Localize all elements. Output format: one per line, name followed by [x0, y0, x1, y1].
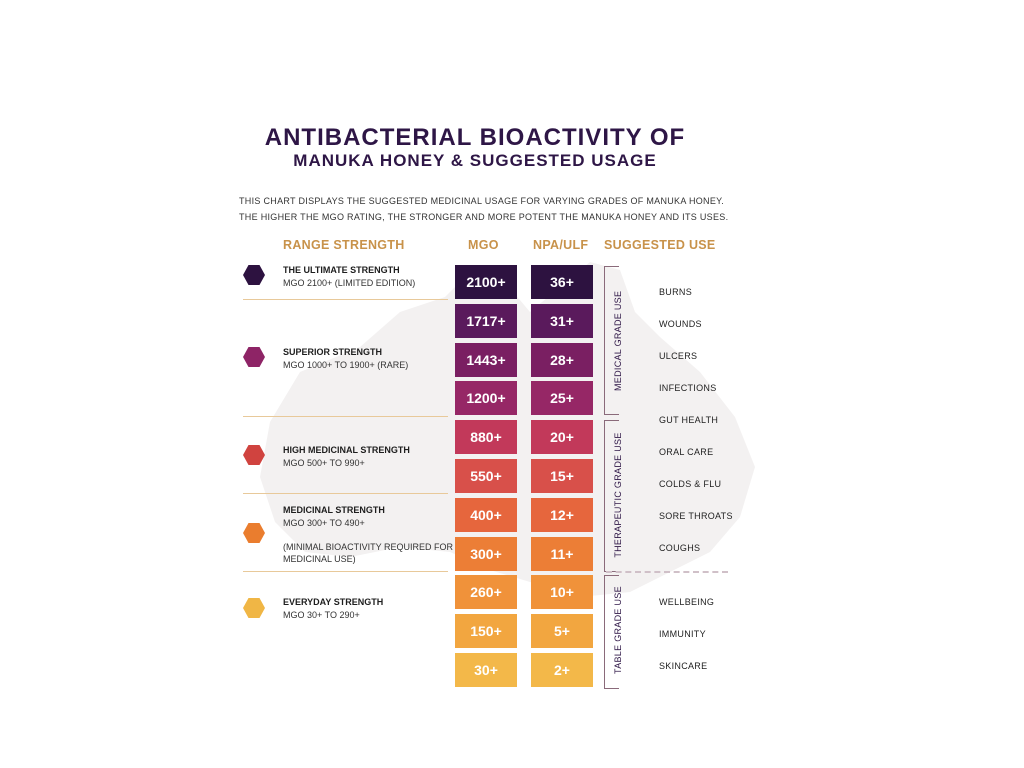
- use-item: INFECTIONS: [659, 383, 717, 393]
- description-line-2: THE HIGHER THE MGO RATING, THE STRONGER AND MORE POTENT THE MANUKA HONEY AND ITS USES.: [239, 212, 729, 222]
- table-grade-label: TABLE GRADE USE: [613, 586, 623, 674]
- use-item: SORE THROATS: [659, 511, 733, 521]
- mgo-cell: 260+: [455, 575, 517, 609]
- use-item: COUGHS: [659, 543, 701, 553]
- therapeutic-grade-label: THERAPEUTIC GRADE USE: [613, 432, 623, 558]
- mgo-cell: 400+: [455, 498, 517, 532]
- chart-title: ANTIBACTERIAL BIOACTIVITY OF: [264, 124, 686, 151]
- tier-ultimate-name: THE ULTIMATE STRENGTH: [283, 265, 400, 275]
- npa-cell: 2+: [531, 653, 593, 687]
- use-item: BURNS: [659, 287, 693, 297]
- mgo-cell: 30+: [455, 653, 517, 687]
- header-mgo: MGO: [468, 238, 499, 252]
- tier-divider: [243, 571, 448, 572]
- tier-divider: [243, 299, 448, 300]
- tier-high-name: HIGH MEDICINAL STRENGTH: [283, 445, 410, 455]
- mgo-cell: 1443+: [455, 343, 517, 377]
- mgo-cell: 550+: [455, 459, 517, 493]
- mgo-cell: 300+: [455, 537, 517, 571]
- header-suggested-use: SUGGESTED USE: [604, 238, 716, 252]
- mgo-cell: 1200+: [455, 381, 517, 415]
- tier-everyday-name: EVERYDAY STRENGTH: [283, 597, 384, 607]
- npa-cell: 12+: [531, 498, 593, 532]
- mgo-cell: 1717+: [455, 304, 517, 338]
- use-item: WELLBEING: [659, 597, 715, 607]
- header-range-strength: RANGE STRENGTH: [283, 238, 405, 252]
- npa-cell: 36+: [531, 265, 593, 299]
- npa-cell: 15+: [531, 459, 593, 493]
- group-dashed-divider: [606, 571, 728, 573]
- mgo-cell: 2100+: [455, 265, 517, 299]
- use-item: GUT HEALTH: [659, 415, 719, 425]
- use-item: ULCERS: [659, 351, 698, 361]
- tier-medicinal-name: MEDICINAL STRENGTH: [283, 505, 385, 515]
- npa-cell: 5+: [531, 614, 593, 648]
- tier-divider: [243, 493, 448, 494]
- mgo-cell: 150+: [455, 614, 517, 648]
- tier-superior-range: MGO 1000+ TO 1900+ (RARE): [283, 360, 409, 370]
- tier-divider: [243, 416, 448, 417]
- tier-medicinal-note: (MINIMAL BIOACTIVITY REQUIRED FOR MEDICINAL USE): [283, 542, 454, 564]
- npa-cell: 28+: [531, 343, 593, 377]
- description-line-1: THIS CHART DISPLAYS THE SUGGESTED MEDICINAL USAGE FOR VARYING GRADES OF MANUKA HONEY.: [239, 196, 725, 206]
- npa-cell: 10+: [531, 575, 593, 609]
- npa-cell: 31+: [531, 304, 593, 338]
- npa-cell: 25+: [531, 381, 593, 415]
- tier-ultimate-range: MGO 2100+ (LIMITED EDITION): [283, 278, 416, 288]
- npa-cell: 20+: [531, 420, 593, 454]
- medical-grade-label: MEDICAL GRADE USE: [613, 290, 623, 391]
- npa-cell: 11+: [531, 537, 593, 571]
- use-item: WOUNDS: [659, 319, 702, 329]
- tier-high-range: MGO 500+ TO 990+: [283, 458, 365, 468]
- use-item: IMMUNITY: [659, 629, 706, 639]
- use-item: ORAL CARE: [659, 447, 714, 457]
- tier-superior-name: SUPERIOR STRENGTH: [283, 347, 383, 357]
- tier-everyday-range: MGO 30+ TO 290+: [283, 610, 360, 620]
- mgo-cell: 880+: [455, 420, 517, 454]
- use-item: COLDS & FLU: [659, 479, 722, 489]
- header-npa-ulf: NPA/ULF: [533, 238, 589, 252]
- tier-medicinal-range: MGO 300+ TO 490+: [283, 518, 365, 528]
- chart-subtitle: MANUKA HONEY & SUGGESTED USAGE: [293, 151, 657, 170]
- use-item: SKINCARE: [659, 661, 708, 671]
